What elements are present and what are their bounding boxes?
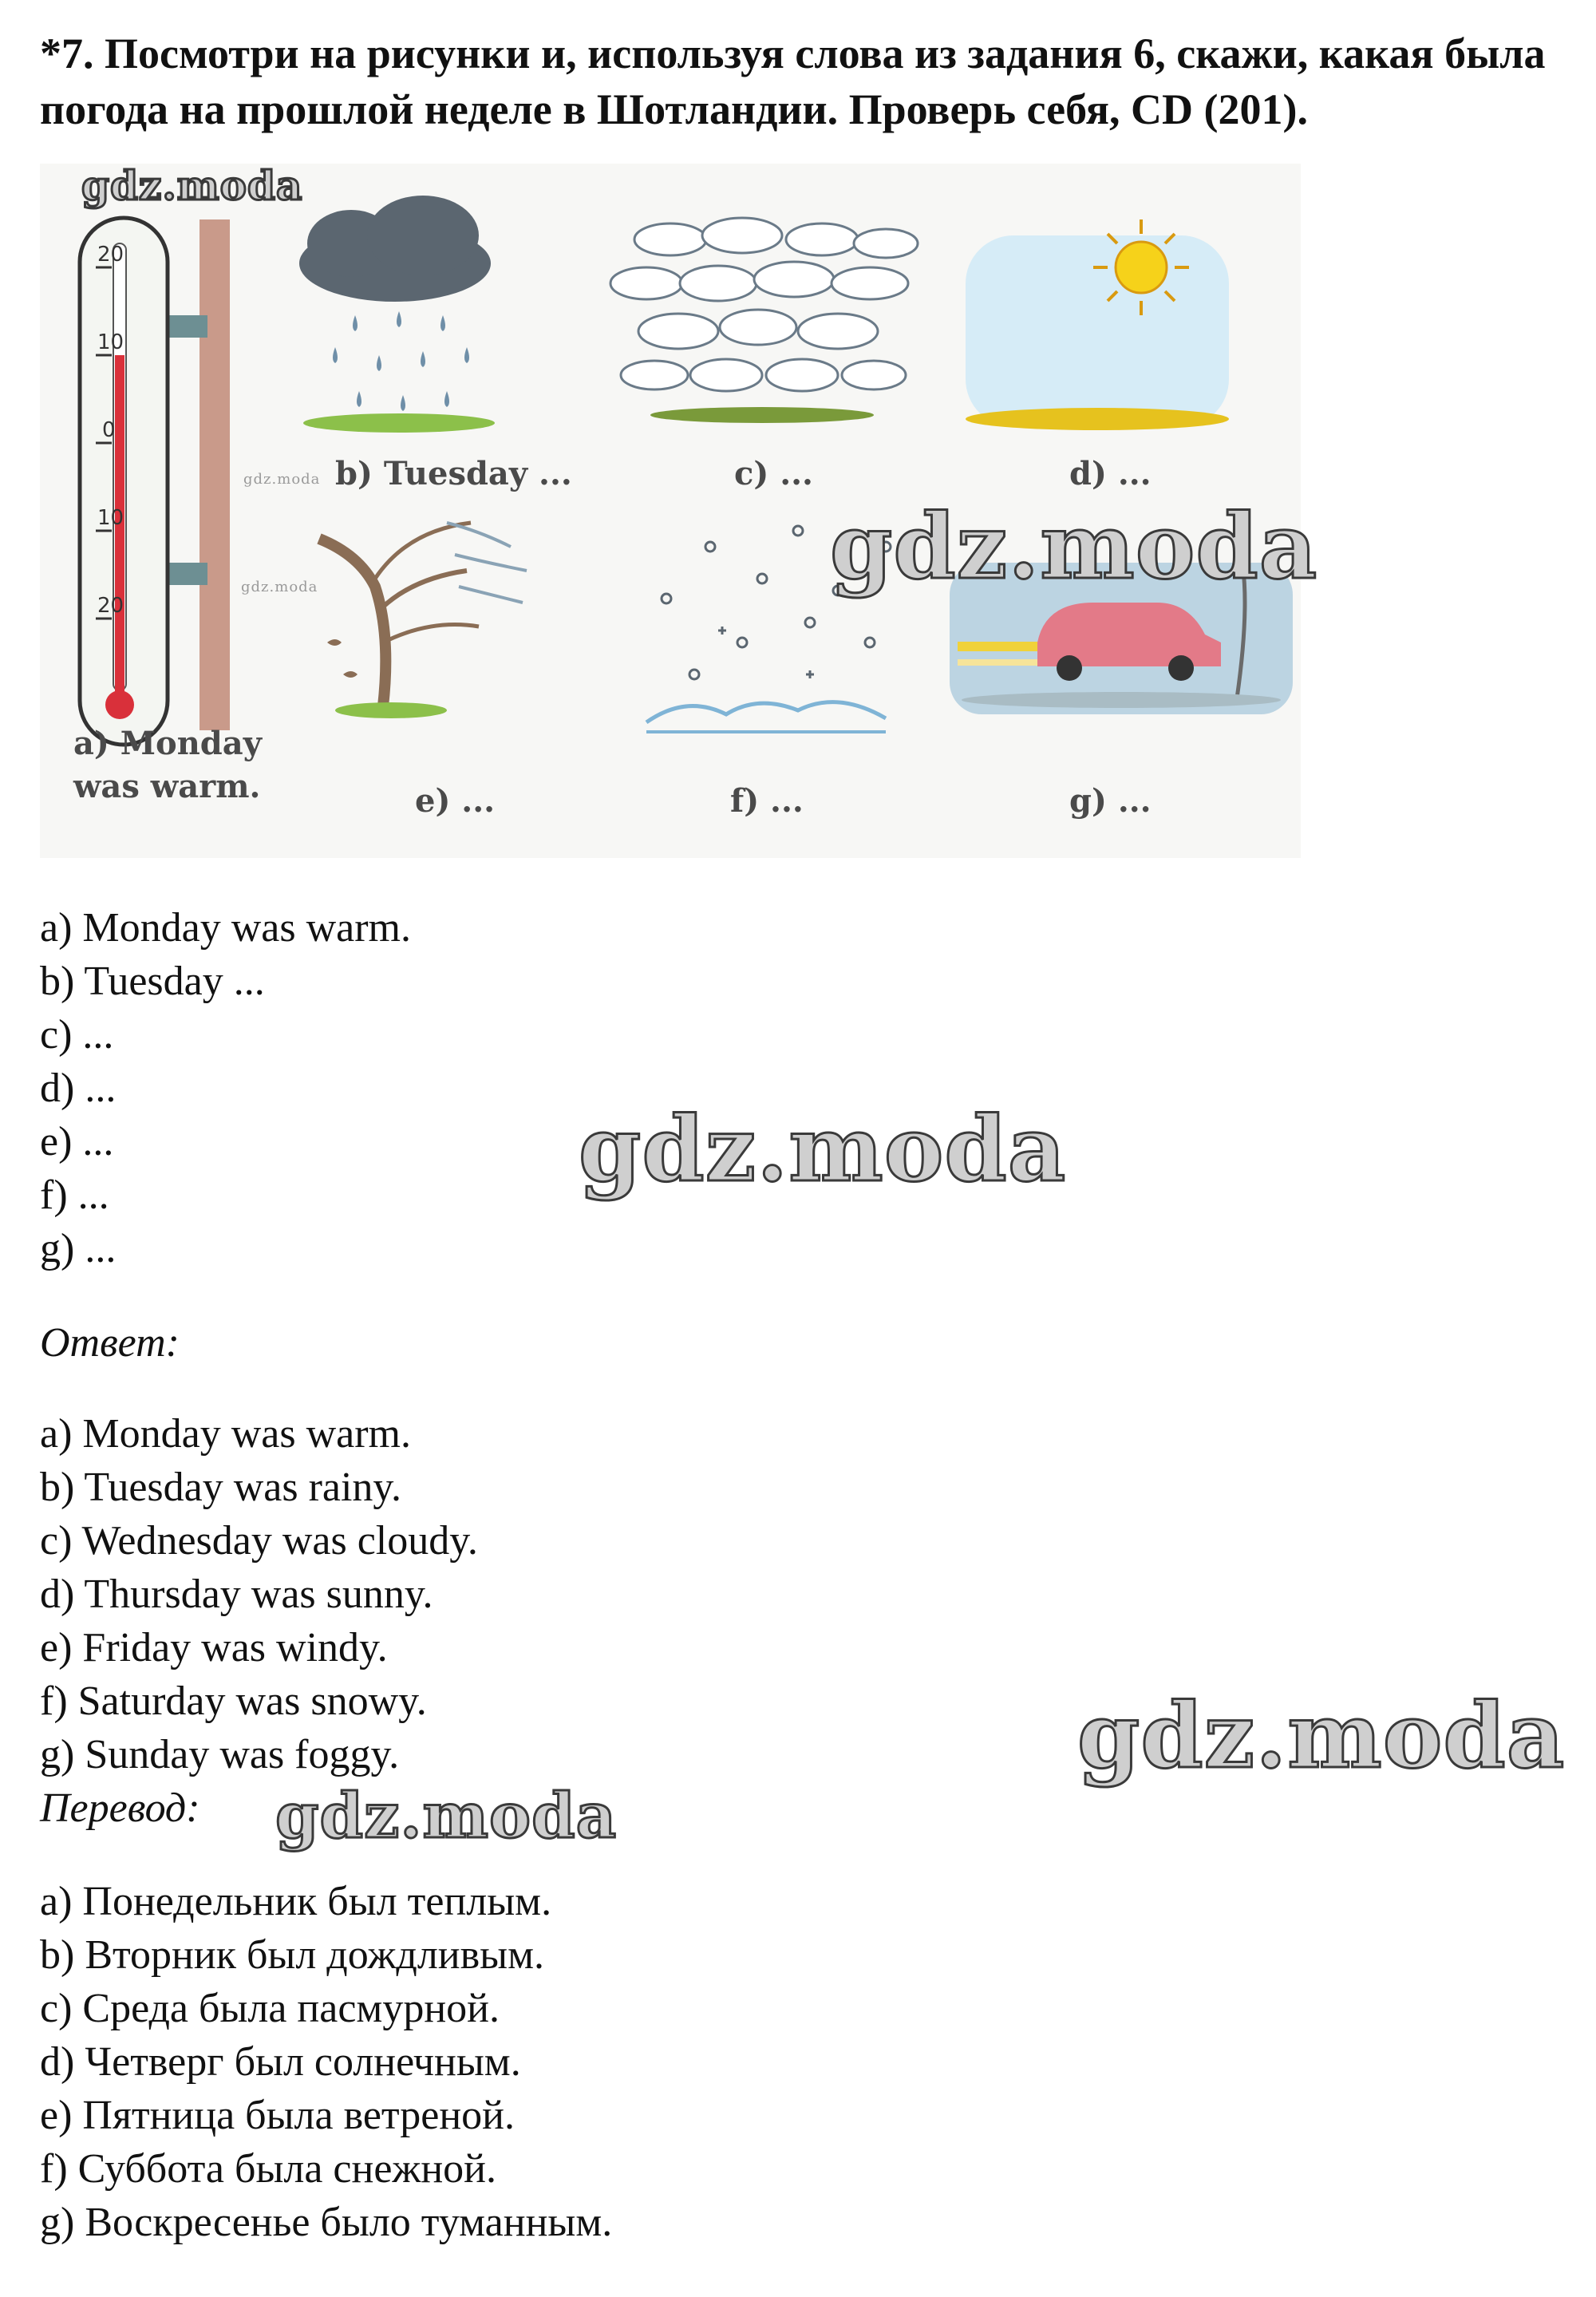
answer-line: c) Wednesday was cloudy. <box>40 1518 478 1564</box>
task-heading: *7. Посмотри на рисунки и, используя слова из задания 6, скажи, какая была погода на прошлой неделе в Шотландии. Проверь себя, CD (201). <box>40 30 1546 133</box>
picture-label-b: b) Tuesday ... <box>335 455 572 492</box>
answer-line: a) Monday was warm. <box>40 1411 411 1457</box>
watermark-small: gdz.moda <box>243 471 321 488</box>
translation-line: e) Пятница была ветреной. <box>40 2093 516 2138</box>
exercise-line: c) ... <box>40 1012 114 1058</box>
watermark: gdz.moda <box>1077 1684 1566 1789</box>
exercise-line: a) Monday was warm. <box>40 905 411 951</box>
thermometer-tick-label: 10 <box>97 330 124 354</box>
watermark-small: gdz.moda <box>241 579 318 595</box>
picture-label-c: c) ... <box>734 455 813 492</box>
sun-icon <box>966 219 1229 430</box>
translation-heading: Перевод: <box>40 1785 200 1831</box>
watermark: gdz.moda <box>275 1780 618 1852</box>
exercise-line: d) ... <box>40 1065 117 1111</box>
watermark: gdz.moda <box>81 162 303 209</box>
exercise-line: g) ... <box>40 1226 117 1271</box>
picture-label-d: d) ... <box>1069 455 1152 492</box>
translation-line: c) Среда была пасмурной. <box>40 1986 500 2031</box>
weather-figure <box>40 162 1318 858</box>
answer-heading: Ответ: <box>40 1320 180 1366</box>
thermometer-tick-label: 20 <box>97 243 124 267</box>
answer-line: g) Sunday was foggy. <box>40 1732 400 1777</box>
thermometer-tick-label: 20 <box>97 594 124 618</box>
exercise-line: e) ... <box>40 1119 114 1164</box>
translation-line: a) Понедельник был теплым. <box>40 1879 552 1924</box>
thermometer-icon <box>80 218 230 745</box>
picture-label-a <box>73 722 262 808</box>
translation-line: d) Четверг был солнечным. <box>40 2039 521 2085</box>
watermark: gdz.moda <box>830 495 1318 599</box>
answer-line: d) Thursday was sunny. <box>40 1572 433 1617</box>
translation-line: b) Вторник был дождливым. <box>40 1932 545 1978</box>
exercise-line: b) Tuesday ... <box>40 959 265 1004</box>
picture-label-f: f) ... <box>730 782 804 820</box>
answer-line: b) Tuesday was rainy. <box>40 1465 402 1510</box>
answer-line: e) Friday was windy. <box>40 1625 388 1670</box>
watermark: gdz.moda <box>579 1097 1067 1202</box>
picture-label-a-line1: a) Monday <box>73 725 262 762</box>
translation-line: g) Воскресенье было туманным. <box>40 2200 613 2245</box>
picture-label-e: e) ... <box>415 782 496 820</box>
exercise-line: f) ... <box>40 1172 109 1218</box>
thermometer-tick-label: 0 <box>102 418 116 442</box>
picture-label-a-line2: was warm. <box>73 768 261 805</box>
thermometer-tick-label: 10 <box>97 506 124 530</box>
answer-line: f) Saturday was snowy. <box>40 1678 427 1724</box>
picture-label-g: g) ... <box>1069 782 1152 820</box>
translation-line: f) Суббота была снежной. <box>40 2146 496 2192</box>
